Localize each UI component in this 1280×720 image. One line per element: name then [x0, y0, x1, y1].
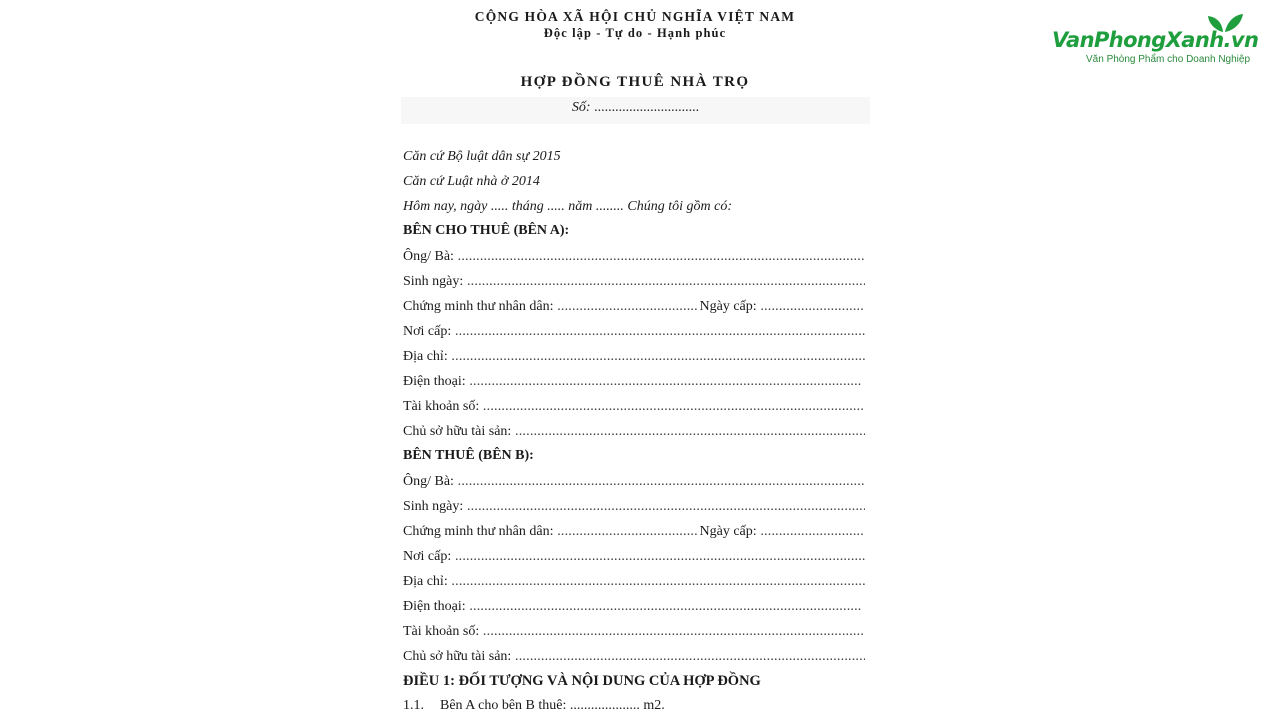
party-b-dob-field[interactable]: [403, 498, 865, 516]
contract-number-label: Số:: [571, 100, 591, 115]
field-label: Điện thoại:: [403, 374, 466, 389]
fill-line: [466, 373, 862, 391]
fill-line: [451, 548, 865, 566]
brand-tagline: Văn Phòng Phẩm cho Doanh Nghiệp: [1086, 54, 1251, 65]
contract-number-value: ..............................: [594, 100, 700, 115]
field-label: Ngày cấp:: [699, 299, 757, 314]
party-b-issue-place-field[interactable]: [403, 548, 865, 566]
party-a-dob-field[interactable]: [403, 273, 865, 291]
national-title: CỘNG HÒA XÃ HỘI CHỦ NGHĨA VIỆT NAM: [474, 9, 796, 24]
party-b-phone-field[interactable]: [403, 598, 862, 616]
article-1-heading: ĐIỀU 1: ĐỐI TƯỢNG VÀ NỘI DUNG CỦA HỢP ĐỒNG: [403, 673, 761, 689]
fill-line: [448, 348, 865, 366]
fill-line: [448, 573, 865, 591]
field-label: Tài khoản số:: [403, 399, 480, 414]
brand-logo[interactable]: [1050, 10, 1265, 70]
party-a-heading: BÊN CHO THUÊ (BÊN A):: [403, 223, 570, 238]
national-motto: Độc lập - Tự do - Hạnh phúc: [543, 26, 727, 40]
clause-number: 1.1.: [403, 698, 424, 713]
preamble-line-3: Hôm nay, ngày ..... tháng ..... năm ........ Chúng tôi gồm có:: [403, 199, 732, 214]
fill-line: [451, 323, 865, 341]
party-a-address-field[interactable]: [403, 348, 865, 366]
fill-line: [757, 523, 865, 541]
field-label: Nơi cấp:: [403, 549, 452, 564]
party-b-owner-field[interactable]: [403, 648, 865, 666]
fill-line: [463, 273, 865, 291]
preamble-line-2: Căn cứ Luật nhà ở 2014: [403, 174, 540, 189]
party-a-owner-field[interactable]: [403, 423, 865, 441]
party-a-issue-place-field[interactable]: [403, 323, 865, 341]
brand-name: VanPhongXanh.vn: [1052, 28, 1259, 52]
fill-line: [554, 298, 697, 316]
fill-line: [463, 498, 865, 516]
field-label: Tài khoản số:: [403, 624, 480, 639]
field-label: Sinh ngày:: [403, 274, 464, 289]
party-b-address-field[interactable]: [403, 573, 865, 591]
party-a-account-field[interactable]: [403, 398, 865, 416]
contract-title: HỢP ĐỒNG THUÊ NHÀ TRỌ: [520, 74, 750, 90]
fill-line: [757, 298, 865, 316]
clause-text: Bên A cho bên B thuê: .................... m2.: [440, 698, 665, 713]
field-label: Chủ sở hữu tài sản:: [403, 424, 512, 439]
party-a-id-field[interactable]: [403, 298, 865, 316]
party-b-id-field[interactable]: [403, 523, 865, 541]
fill-line: [454, 473, 865, 491]
field-label: Chứng minh thư nhân dân:: [403, 299, 554, 314]
party-b-account-field[interactable]: [403, 623, 865, 641]
field-label: Địa chỉ:: [403, 349, 448, 364]
party-b-name-field[interactable]: [403, 473, 865, 491]
fill-line: [454, 248, 865, 266]
fill-line: [511, 648, 865, 666]
field-label: Ngày cấp:: [699, 524, 757, 539]
fill-line: [554, 523, 697, 541]
fill-line: [466, 598, 862, 616]
fill-line: [479, 398, 865, 416]
party-b-heading: BÊN THUÊ (BÊN B):: [403, 448, 534, 463]
fill-line: [479, 623, 865, 641]
clause-item: [403, 697, 665, 715]
field-label: Ông/ Bà:: [403, 474, 454, 489]
field-label: Địa chỉ:: [403, 574, 448, 589]
party-a-phone-field[interactable]: [403, 373, 862, 391]
party-a-name-field[interactable]: [403, 248, 865, 266]
field-label: Sinh ngày:: [403, 499, 464, 514]
fill-line: [511, 423, 865, 441]
field-label: Chứng minh thư nhân dân:: [403, 524, 554, 539]
preamble-line-1: Căn cứ Bộ luật dân sự 2015: [403, 149, 561, 164]
field-label: Chủ sở hữu tài sản:: [403, 649, 512, 664]
field-label: Nơi cấp:: [403, 324, 452, 339]
contract-number: [401, 97, 870, 124]
field-label: Ông/ Bà:: [403, 249, 454, 264]
field-label: Điện thoại:: [403, 599, 466, 614]
